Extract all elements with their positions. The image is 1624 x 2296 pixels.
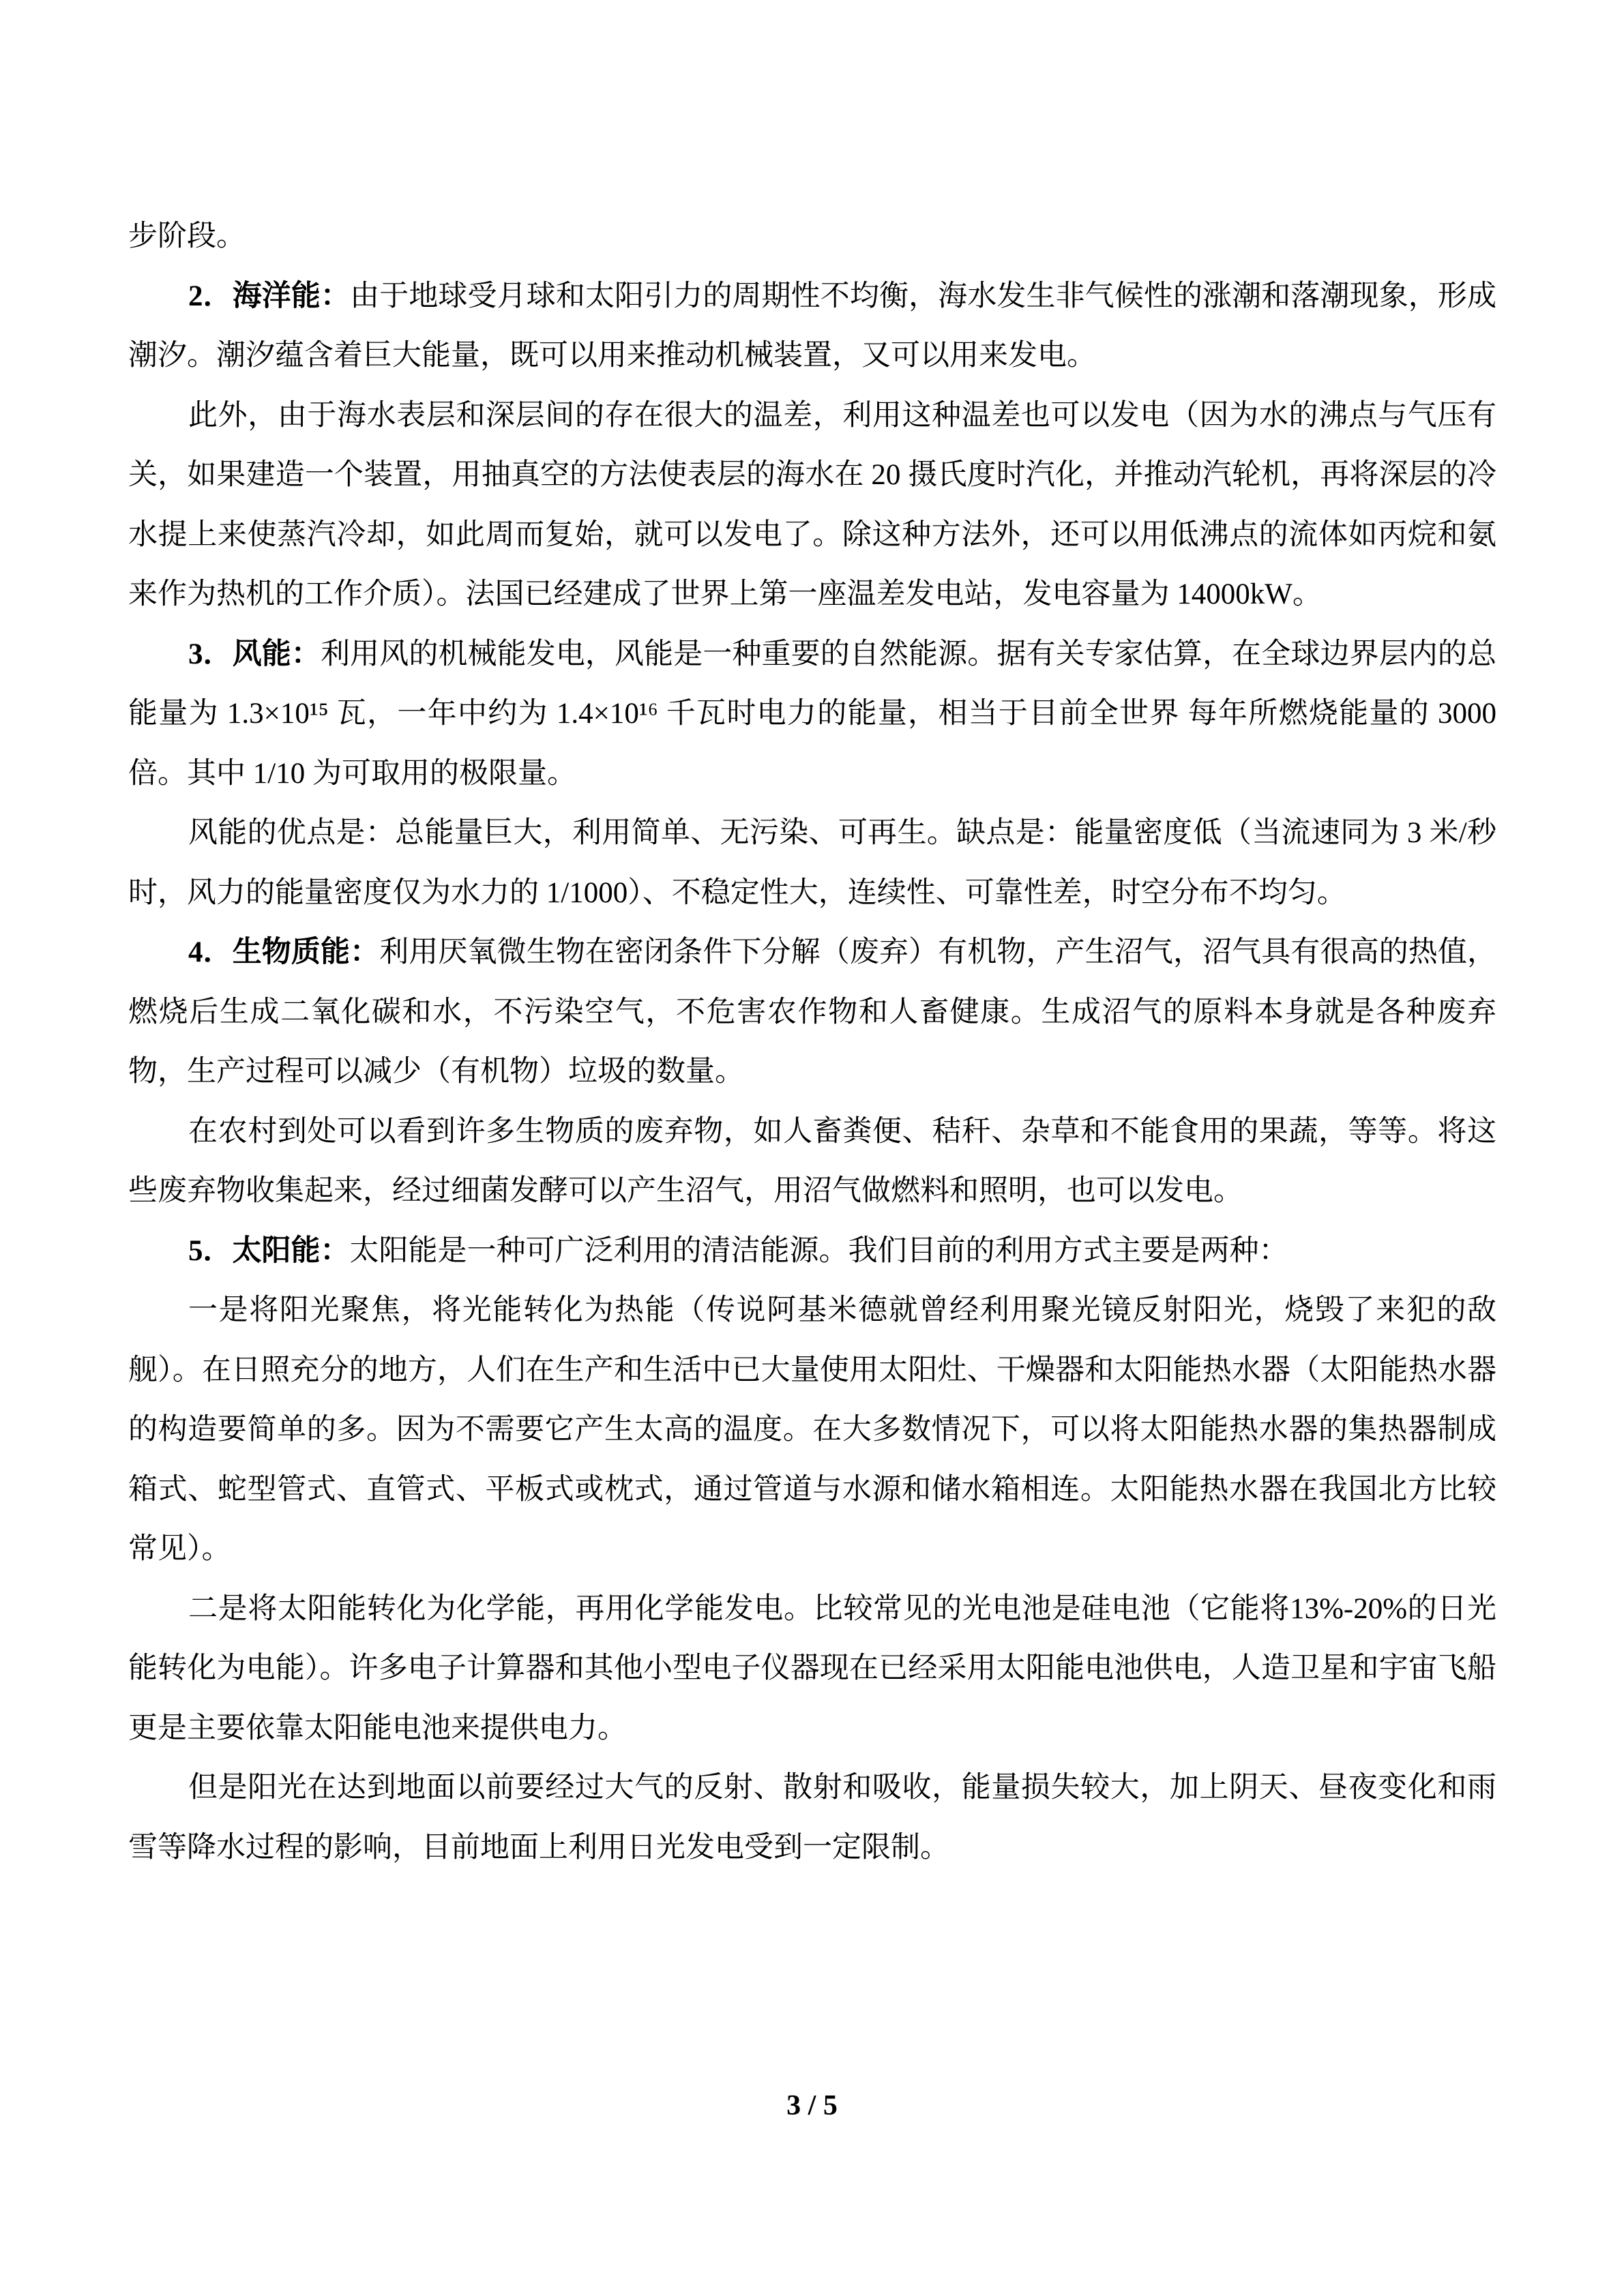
paragraph <box>128 923 1496 1102</box>
paragraph-text: 在农村到处可以看到许多生物质的废弃物，如人畜粪便、秸秆、杂草和不能食用的果蔬，等等。将这些废弃物收集起来，经过细菌发酵可以产生沼气，用沼气做燃料和照明，也可以发电。 <box>128 1115 1496 1207</box>
paragraph-text: 利用厌氧微生物在密闭条件下分解（废弃）有机物，产生沼气，沼气具有很高的热值，燃烧后生成二氧化碳和水，不污染空气，不危害农作物和人畜健康。生成沼气的原料本身就是各种废弃物，生产过程可以减少（有机物）垃圾的数量。 <box>128 936 1497 1088</box>
paragraph <box>128 386 1496 625</box>
section-label: 5．太阳能： <box>188 1234 350 1267</box>
paragraph-text: 风能的优点是：总能量巨大，利用简单、无污染、可再生。缺点是：能量密度低（当流速同为 3 米/秒时，风力的能量密度仅为水力的 1/1000）、不稳定性大，连续性、可靠性差，时空分布不均匀。 <box>128 817 1496 909</box>
paragraph <box>128 1281 1496 1579</box>
section-label: 4．生物质能： <box>188 936 380 968</box>
paragraph-text: 利用风的机械能发电，风能是一种重要的自然能源。据有关专家估算，在全球边界层内的总能量为 1.3×10¹⁵ 瓦，一年中约为 1.4×10¹⁶ 千瓦时电力的能量，相当于目前全世界 每年所燃烧能量的 3000 倍。其中 1/10 为可取用的极限量。 <box>128 638 1497 790</box>
paragraph-text: 此外，由于海水表层和深层间的存在很大的温差，利用这种温差也可以发电（因为水的沸点与气压有关，如果建造一个装置，用抽真空的方法使表层的海水在 20 摄氏度时汽化，并推动汽轮机，再将深层的冷水提上来使蒸汽冷却，如此周而复始，就可以发电了。除这种方法外，还可以用低沸点的流体如丙烷和氨来作为热机的工作介质）。法国已经建成了世界上第一座温差发电站，发电容量为 14000kW。 <box>128 399 1496 610</box>
paragraph <box>128 267 1496 386</box>
paragraph-text: 一是将阳光聚焦，将光能转化为热能（传说阿基米德就曾经利用聚光镜反射阳光，烧毁了来犯的敌舰）。在日照充分的地方，人们在生产和生活中已大量使用太阳灶、干燥器和太阳能热水器（太阳能热水器的构造要简单的多。因为不需要它产生太高的温度。在大多数情况下，可以将太阳能热水器的集热器制成箱式、蛇型管式、直管式、平板式或枕式，通过管道与水源和储水箱相连。太阳能热水器在我国北方比较常见）。 <box>128 1294 1496 1565</box>
paragraph <box>128 1758 1496 1877</box>
paragraph <box>128 625 1496 804</box>
paragraph <box>128 1579 1496 1759</box>
paragraph-text: 步阶段。 <box>128 220 246 252</box>
page-number: 3 / 5 <box>786 2090 838 2121</box>
paragraph <box>128 1221 1496 1281</box>
paragraph <box>128 803 1496 923</box>
section-label: 3．风能： <box>188 638 321 670</box>
section-label: 2．海洋能： <box>188 280 351 312</box>
paragraph-text: 太阳能是一种可广泛利用的清洁能源。我们目前的利用方式主要是两种： <box>349 1234 1288 1267</box>
paragraph-text: 二是将太阳能转化为化学能，再用化学能发电。比较常见的光电池是硅电池（它能将13%-20%的日光能转化为电能）。许多电子计算器和其他小型电子仪器现在已经采用太阳能电池供电，人造卫星和宇宙飞船更是主要依靠太阳能电池来提供电力。 <box>128 1592 1496 1744</box>
page-footer <box>0 2085 1624 2126</box>
paragraph-text: 但是阳光在达到地面以前要经过大气的反射、散射和吸收，能量损失较大，加上阴天、昼夜变化和雨雪等降水过程的影响，目前地面上利用日光发电受到一定限制。 <box>128 1772 1496 1864</box>
document-body <box>128 207 1496 1877</box>
paragraph <box>128 1102 1496 1221</box>
paragraph <box>128 207 1496 267</box>
paragraph-text: 由于地球受月球和太阳引力的周期性不均衡，海水发生非气候性的涨潮和落潮现象，形成潮汐。潮汐蕴含着巨大能量，既可以用来推动机械装置，又可以用来发电。 <box>128 280 1497 372</box>
